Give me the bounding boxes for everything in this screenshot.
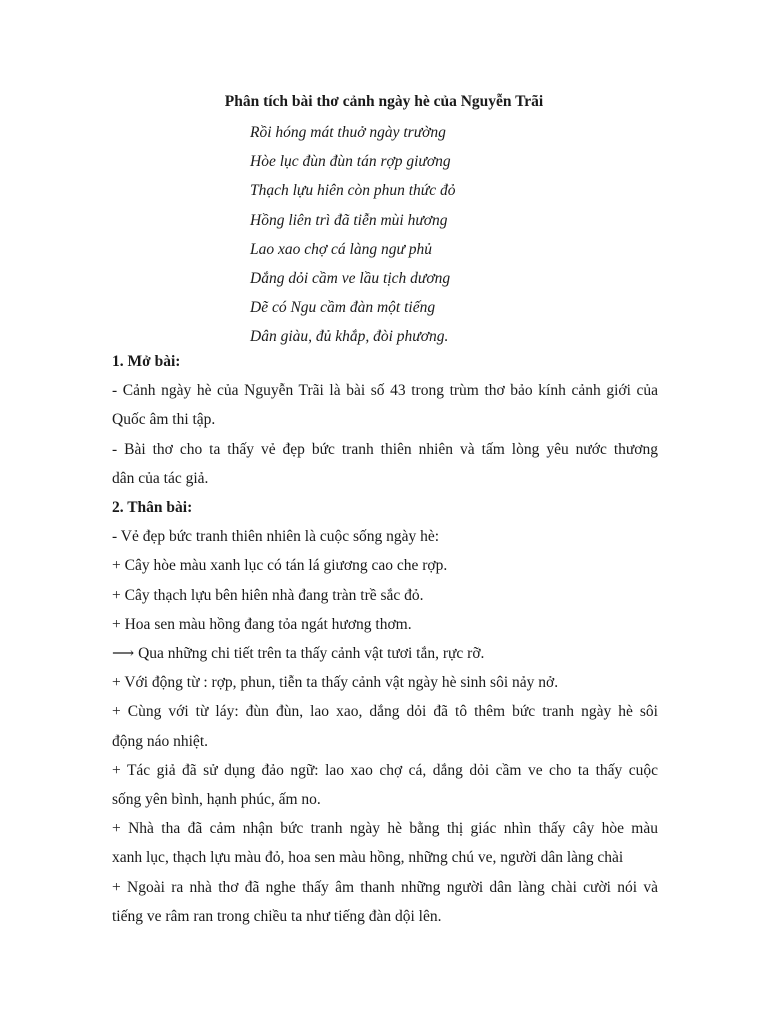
- poem-line: Dẽ có Ngu cầm đàn một tiếng: [250, 299, 436, 317]
- paragraph-line: - Cảnh ngày hè của Nguyễn Trãi là bài số 43 trong trùm thơ bảo kính cảnh giới của: [112, 382, 658, 400]
- poem-line: Rồi hóng mát thuở ngày trường: [250, 124, 446, 141]
- poem-block: [250, 118, 670, 352]
- paragraph-line: + Hoa sen màu hồng đang tỏa ngát hương thơm.: [112, 615, 412, 633]
- poem-line: Lao xao chợ cá làng ngư phủ: [250, 240, 433, 258]
- paragraph-line: + Tác giả đã sử dụng đảo ngữ: lao xao chợ cá, dắng dỏi cầm ve cho ta thấy cuộc: [112, 761, 658, 779]
- document-title: Phân tích bài thơ cảnh ngày hè của Nguyễn Trãi: [224, 93, 544, 110]
- paragraph-line: + Cây thạch lựu bên hiên nhà đang tràn trề sắc đỏ.: [112, 586, 424, 604]
- poem-line: Dắng dỏi cầm ve lầu tịch dương: [250, 270, 451, 288]
- paragraph-line: + Cùng với từ láy: đùn đùn, lao xao, dắng dỏi đã tô thêm bức tranh ngày hè sôi: [112, 703, 658, 721]
- paragraph-line: sống yên bình, hạnh phúc, ấm no.: [112, 791, 321, 809]
- paragraph-line: dân của tác giả.: [112, 469, 209, 487]
- paragraph-line: động náo nhiệt.: [112, 732, 208, 750]
- paragraph-line: tiếng ve râm ran trong chiều ta như tiếng đàn dội lên.: [112, 907, 442, 925]
- poem-line: Hòe lục đùn đùn tán rợp giương: [250, 153, 451, 171]
- section-heading-intro: 1. Mở bài:: [112, 353, 181, 370]
- section-heading-body: 2. Thân bài:: [112, 499, 193, 517]
- paragraph-line: xanh lục, thạch lựu màu đỏ, hoa sen màu hồng, những chú ve, người dân làng chài: [112, 849, 624, 867]
- poem-line: Hồng liên trì đã tiễn mùi hương: [250, 211, 448, 229]
- essay-body: [112, 347, 658, 931]
- poem-line: Dân giàu, đủ khắp, đòi phương.: [250, 328, 449, 346]
- poem-line: Thạch lựu hiên còn phun thức đỏ: [250, 182, 456, 200]
- paragraph-line: - Bài thơ cho ta thấy vẻ đẹp bức tranh thiên nhiên và tấm lòng yêu nước thương: [112, 440, 658, 458]
- paragraph-line: + Cây hòe màu xanh lục có tán lá giương cao che rợp.: [112, 557, 448, 575]
- paragraph-line: Quốc âm thi tập.: [112, 411, 216, 429]
- paragraph-line: ⟶ Qua những chi tiết trên ta thấy cảnh vật tươi tắn, rực rỡ.: [112, 645, 485, 663]
- paragraph-line: + Ngoài ra nhà thơ đã nghe thấy âm thanh những người dân làng chài cười nói và: [112, 878, 658, 896]
- paragraph-line: + Nhà tha đã cảm nhận bức tranh ngày hè bằng thị giác nhìn thấy cây hòe màu: [112, 820, 658, 838]
- paragraph-line: - Vẻ đẹp bức tranh thiên nhiên là cuộc sống ngày hè:: [112, 528, 440, 546]
- paragraph-line: + Với động từ : rợp, phun, tiễn ta thấy cảnh vật ngày hè sinh sôi nảy nở.: [112, 674, 559, 692]
